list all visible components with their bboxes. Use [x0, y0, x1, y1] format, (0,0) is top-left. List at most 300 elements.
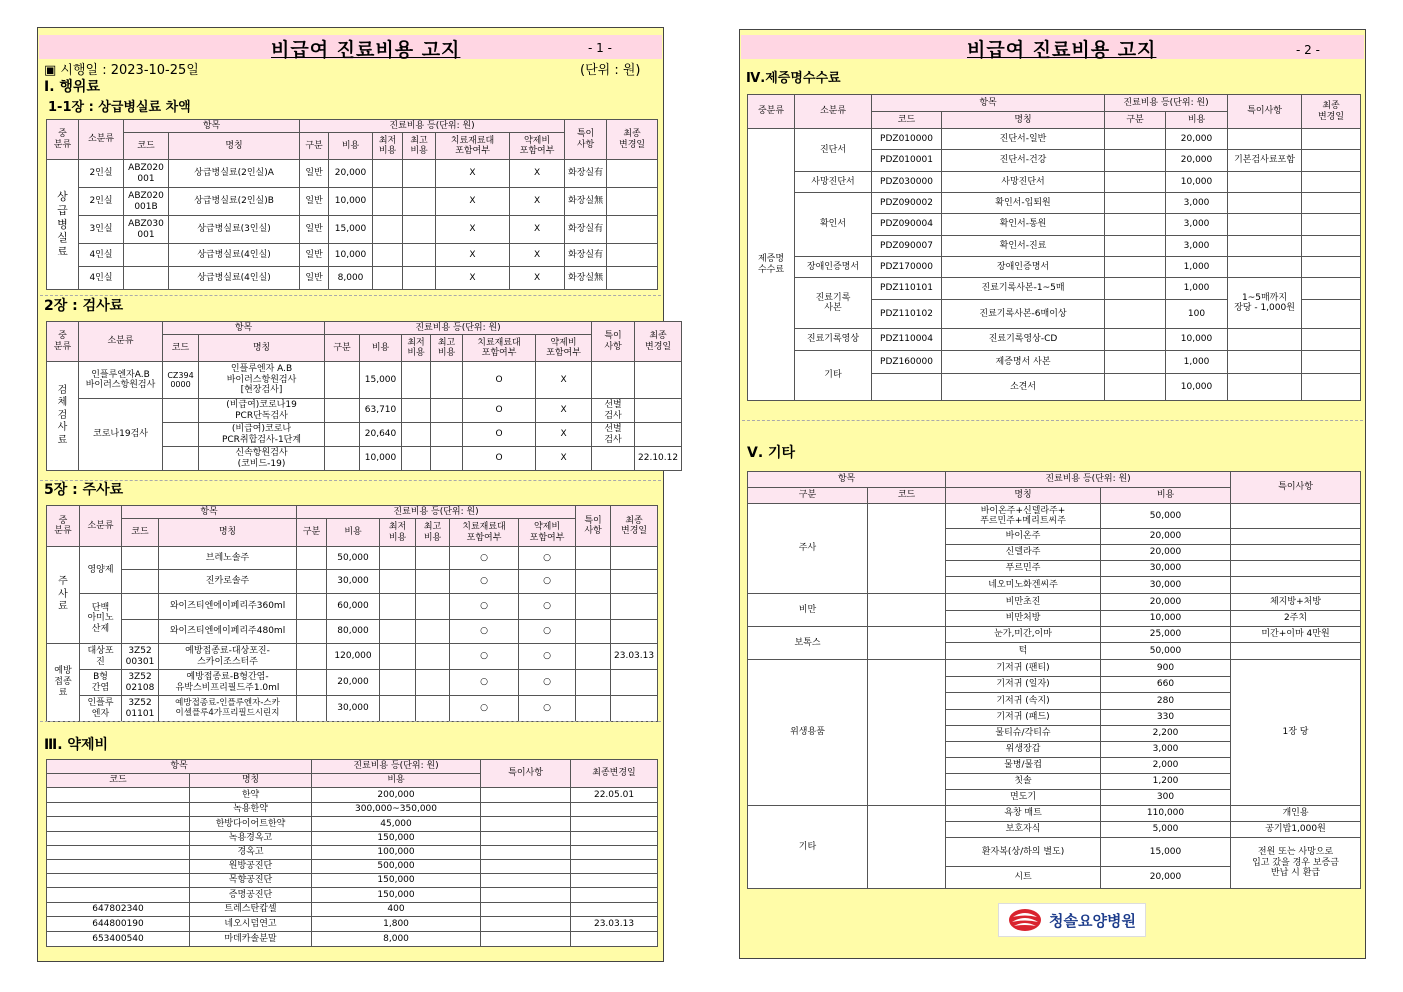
table-row [47, 670, 658, 696]
cell: PDZ010000 [872, 129, 942, 150]
header-cell: 특이사항 [481, 760, 571, 788]
cell: 3인실 [79, 216, 124, 244]
header-cell: 최고 비용 [403, 133, 436, 160]
cell [872, 374, 942, 401]
table-row [748, 278, 1361, 300]
medication-rows [47, 788, 658, 947]
cell [47, 832, 190, 846]
header-cell: 특이 사항 [592, 322, 635, 362]
cell: 45,000 [312, 817, 481, 832]
header-cell: 진료비용 등(단위: 원) [297, 506, 576, 519]
cell: 네오미노화겐씨주 [946, 577, 1101, 594]
cell [1228, 214, 1302, 236]
cell: 진단서 [795, 129, 872, 172]
page-title: 비급여 진료비용 고지 [967, 39, 1157, 61]
cell: 체지방+처방 [1231, 594, 1361, 611]
cell: 1,200 [1101, 774, 1231, 790]
cell: X [510, 160, 565, 188]
cell: ○ [519, 594, 576, 620]
header-cell: 진료비용 등(단위: 원) [312, 760, 481, 774]
medication-table [46, 759, 658, 947]
cell: 30,000 [327, 696, 380, 722]
cell: 예방접종료-인플루엔자-스카 이셀플루4가프리필드시린지 [159, 696, 297, 722]
cell [611, 670, 658, 696]
header-cell: 특이사항 [1228, 95, 1302, 129]
cell [481, 903, 571, 917]
header-cell: 비용 [1101, 488, 1231, 504]
cell: 22.05.01 [571, 788, 658, 803]
cell: 진료기록 사본 [795, 278, 872, 329]
cell: ○ [450, 620, 519, 644]
cell [122, 620, 159, 644]
cell [47, 846, 190, 860]
cell: 물티슈/각티슈 [946, 726, 1101, 742]
cell: 50,000 [1101, 504, 1231, 529]
cell: 20,640 [360, 423, 402, 447]
header-cell: 치료재료대 포함여부 [450, 519, 519, 547]
cell: 150,000 [312, 832, 481, 846]
header-cell: 소분류 [79, 120, 124, 160]
cell [1228, 172, 1302, 193]
table-row [47, 570, 658, 594]
header-cell: 최종 변경일 [1302, 95, 1361, 129]
cell: 3,000 [1166, 214, 1228, 236]
cell: 대상포 진 [80, 644, 122, 670]
other-fees-table [747, 471, 1361, 889]
cell: 화장실無 [565, 267, 607, 290]
cell: 예방접종료-B형간염- 유박스비프리필드주1.0ml [159, 670, 297, 696]
cell [122, 594, 159, 620]
header-cell: 약제비 포함여부 [519, 519, 576, 547]
injection-table [46, 505, 658, 722]
cell: 23.03.13 [571, 917, 658, 932]
header-cell: 코드 [47, 774, 190, 788]
header-cell: 중 분류 [47, 322, 79, 362]
cell [122, 547, 159, 570]
cell: 100 [1166, 300, 1228, 329]
cell [868, 594, 946, 627]
cell: 기저귀 (속지) [946, 693, 1101, 710]
cell: 바이온주 [946, 529, 1101, 545]
cell [571, 932, 658, 947]
table-row [748, 329, 1361, 351]
cell: 10,000 [329, 188, 373, 216]
cell: 1~5매까지 장당 - 1,000원 [1228, 278, 1302, 329]
cell: 20,000 [329, 160, 373, 188]
cell: ○ [450, 570, 519, 594]
cell: 확인서-통원 [942, 214, 1105, 236]
group-cell: 제증명 수수료 [748, 129, 795, 401]
table-row [47, 874, 658, 888]
cell: 2,200 [1101, 726, 1231, 742]
table-row [47, 803, 658, 817]
cell: 2인실 [79, 188, 124, 216]
cell: ○ [450, 594, 519, 620]
table-row [47, 160, 658, 188]
cell [481, 832, 571, 846]
header-cell: 코드 [124, 133, 169, 160]
cell: 4인실 [79, 267, 124, 290]
cell: PDZ010001 [872, 150, 942, 172]
cell: X [536, 447, 592, 471]
cell: 일반 [300, 160, 329, 188]
cell: 신속항원검사 (코비드-19) [199, 447, 325, 471]
table-row [47, 399, 682, 423]
cell: ○ [519, 670, 576, 696]
header-cell: 중 분류 [47, 120, 79, 160]
cell: 30,000 [1101, 561, 1231, 577]
header-cell: 최저 비용 [373, 133, 403, 160]
header-cell: 특이사항 [1231, 472, 1361, 504]
cell [635, 399, 682, 423]
header-cell: 진료비용 등(단위: 원) [300, 120, 565, 133]
cell: 진단서-건강 [942, 150, 1105, 172]
section-heading: Ⅴ. 기타 [747, 445, 796, 461]
cell: 15,000 [1101, 838, 1231, 867]
header-cell: 최종 변경일 [607, 120, 658, 160]
cell [1231, 529, 1361, 545]
cell [122, 570, 159, 594]
cell: 280 [1101, 693, 1231, 710]
cell [481, 874, 571, 888]
page-title: 비급여 진료비용 고지 [271, 39, 461, 61]
cell [1228, 129, 1302, 150]
cell: CZ394 0000 [163, 362, 199, 399]
cell [571, 860, 658, 874]
table-row [748, 129, 1361, 150]
cell: 눈가,미간,이마 [946, 627, 1101, 643]
cell: 장애인증명서 [795, 257, 872, 278]
table-row [47, 903, 658, 917]
cell [1231, 577, 1361, 594]
cell: 23.03.13 [611, 644, 658, 670]
cell [611, 570, 658, 594]
cell: 660 [1101, 677, 1231, 693]
cell: 화장실有 [565, 244, 607, 267]
cell: 기타 [795, 351, 872, 401]
cell: 30,000 [327, 570, 380, 594]
cell: 턱 [946, 643, 1101, 660]
cell: 푸르민주 [946, 561, 1101, 577]
cell [1231, 643, 1361, 660]
cell: B형 간염 [80, 670, 122, 696]
table-row [47, 788, 658, 803]
cell: 기타 [748, 806, 868, 889]
cell [124, 244, 169, 267]
cell: 30,000 [1101, 577, 1231, 594]
cell [868, 627, 946, 660]
table-row [47, 932, 658, 947]
header-cell: 최종변경일 [571, 760, 658, 788]
cell: 10,000 [1166, 172, 1228, 193]
cell [47, 788, 190, 803]
cell [124, 267, 169, 290]
cell: 22.10.12 [635, 447, 682, 471]
header-cell: 비용 [360, 335, 402, 362]
table-row [748, 172, 1361, 193]
cell [868, 660, 946, 806]
cell [868, 806, 946, 889]
cell [481, 932, 571, 947]
private-room-table [46, 119, 658, 290]
cell: 화장실有 [565, 216, 607, 244]
cell: 욕창 매트 [946, 806, 1101, 822]
cell: X [536, 362, 592, 399]
section-heading: Ⅳ.제증명수수료 [746, 71, 841, 86]
header-cell: 구분 [1105, 112, 1166, 129]
cell [163, 447, 199, 471]
header-cell: 치료재료대 포함여부 [463, 335, 536, 362]
table-row [748, 594, 1361, 611]
notice-page-1 [37, 27, 679, 962]
cell: (비급여)코로나19 PCR단독검사 [199, 399, 325, 423]
effective-date: ▣ 시행일 : 2023-10-25일 [44, 63, 199, 78]
cell [47, 888, 190, 903]
cell: ○ [519, 620, 576, 644]
section-heading: Ⅲ. 약제비 [44, 737, 108, 753]
header-cell: 명칭 [199, 335, 325, 362]
header-cell: 최고 비용 [431, 335, 463, 362]
header-cell: 코드 [122, 519, 159, 547]
cell: 선별 검사 [592, 399, 635, 423]
cell: 트레스탄캅셀 [190, 903, 312, 917]
cell: 1,000 [1166, 278, 1228, 300]
cell: 150,000 [312, 874, 481, 888]
cell: 15,000 [360, 362, 402, 399]
cell: 보호자식 [946, 822, 1101, 838]
cell: 10,000 [329, 244, 373, 267]
cell: 300,000~350,000 [312, 803, 481, 817]
cell: 마데카솔분말 [190, 932, 312, 947]
header-cell: 소분류 [80, 506, 122, 547]
cell: 8,000 [329, 267, 373, 290]
cell [592, 447, 635, 471]
cell: O [463, 362, 536, 399]
cell: 와이즈티엔에이페리주480ml [159, 620, 297, 644]
cell [163, 423, 199, 447]
page-number: - 1 - [588, 41, 612, 55]
cell: 상급병실료(4인실) [169, 267, 300, 290]
header-cell: 진료비용 등(단위: 원) [1105, 95, 1228, 112]
cell: X [436, 216, 510, 244]
cell: 비만 [748, 594, 868, 627]
group-cell: 상 급 병 실 료 [47, 160, 79, 290]
header-cell: 특이 사항 [565, 120, 607, 160]
header-cell: 구분 [748, 488, 868, 504]
header-cell: 소분류 [79, 322, 163, 362]
cell: 진카로솔주 [159, 570, 297, 594]
cell: 10,000 [360, 447, 402, 471]
cell: 50,000 [1101, 643, 1231, 660]
cell: 한약 [190, 788, 312, 803]
table-row [47, 917, 658, 932]
header-cell: 중 분류 [47, 506, 80, 547]
cell: 3Z52 00301 [122, 644, 159, 670]
cell [571, 888, 658, 903]
cell: 화장실無 [565, 188, 607, 216]
group-cell: 검 체 검 사 료 [47, 362, 79, 471]
section-heading: 5장 : 주사료 [44, 482, 124, 498]
cell: ○ [450, 644, 519, 670]
cell [592, 362, 635, 399]
cell: 기저귀 (일자) [946, 677, 1101, 693]
cell [481, 888, 571, 903]
header-cell: 특이 사항 [576, 506, 611, 547]
cell [1231, 504, 1361, 529]
cell [571, 832, 658, 846]
cell: X [436, 160, 510, 188]
cell: ○ [519, 644, 576, 670]
cell: 300 [1101, 790, 1231, 806]
cell: 보톡스 [748, 627, 868, 660]
page-number: - 2 - [1296, 43, 1320, 57]
table-row [47, 846, 658, 860]
header-cell: 코드 [163, 335, 199, 362]
cell [635, 362, 682, 399]
header-cell: 소분류 [795, 95, 872, 129]
cell: 20,000 [1101, 594, 1231, 611]
cell: 비만초진 [946, 594, 1101, 611]
cell: 사망진단서 [942, 172, 1105, 193]
cell: 위생용품 [748, 660, 868, 806]
cell [571, 817, 658, 832]
cell: 시트 [946, 867, 1101, 889]
cell: 653400540 [47, 932, 190, 947]
cell: 기본검사료포함 [1228, 150, 1302, 172]
section-heading: Ⅰ. 행위료 [44, 79, 100, 95]
table-row [748, 257, 1361, 278]
cell: X [510, 188, 565, 216]
cell: 3Z52 01101 [122, 696, 159, 722]
cell: 인플루엔자A.B 바이러스항원검사 [79, 362, 163, 399]
cell: 50,000 [327, 547, 380, 570]
cell: X [436, 188, 510, 216]
cell [571, 903, 658, 917]
cell [571, 874, 658, 888]
cell [571, 846, 658, 860]
cell: 브레노솔주 [159, 547, 297, 570]
lab-test-table [46, 321, 682, 471]
cell: ○ [450, 670, 519, 696]
cell: 60,000 [327, 594, 380, 620]
cell: 20,000 [1166, 150, 1228, 172]
cell: 한방다이어트한약 [190, 817, 312, 832]
cell: 644800190 [47, 917, 190, 932]
cell: 8,000 [312, 932, 481, 947]
cell: PDZ170000 [872, 257, 942, 278]
cell: 일반 [300, 244, 329, 267]
table-row [748, 193, 1361, 214]
header-cell: 구분 [325, 335, 360, 362]
cell [611, 547, 658, 570]
cell [481, 917, 571, 932]
cell: 상급병실료(3인실) [169, 216, 300, 244]
cell: 상급병실료(4인실) [169, 244, 300, 267]
cell: 진료기록영상-CD [942, 329, 1105, 351]
cell: 예방접종료-대상포진- 스카이조스터주 [159, 644, 297, 670]
cell: 상급병실료(2인실)B [169, 188, 300, 216]
cell: X [436, 267, 510, 290]
header-cell: 비용 [329, 133, 373, 160]
cell: 주사 [748, 504, 868, 594]
header-cell: 치료재료대 포함여부 [436, 133, 510, 160]
cell: ABZ020 001B [124, 188, 169, 216]
cell: ABZ030 001 [124, 216, 169, 244]
cell: 20,000 [1101, 545, 1231, 561]
cell: 4인실 [79, 244, 124, 267]
cell: (비급여)코로나 PCR취합검사-1단계 [199, 423, 325, 447]
cell: 진단서-일반 [942, 129, 1105, 150]
header-cell: 항목 [163, 322, 325, 335]
cell [611, 594, 658, 620]
header-cell: 최저 비용 [402, 335, 431, 362]
table-row [47, 860, 658, 874]
cell [481, 846, 571, 860]
divider [742, 420, 1363, 421]
cell: 10,000 [1101, 611, 1231, 627]
cell: 110,000 [1101, 806, 1231, 822]
cell: 칫솔 [946, 774, 1101, 790]
cell: X [510, 244, 565, 267]
table-row [47, 696, 658, 722]
header-cell: 최종 변경일 [611, 506, 658, 547]
section-heading: 2장 : 검사료 [44, 298, 124, 314]
header-cell: 최종 변경일 [635, 322, 682, 362]
cell: 2,000 [1101, 758, 1231, 774]
header-cell: 구분 [297, 519, 327, 547]
cell: 물병/물컵 [946, 758, 1101, 774]
header-cell: 코드 [868, 488, 946, 504]
cell: 인플루 엔자 [80, 696, 122, 722]
cell: 3,000 [1166, 236, 1228, 257]
cell: 10,000 [1166, 329, 1228, 351]
cell: 기저귀 (팬티) [946, 660, 1101, 677]
cell [47, 874, 190, 888]
cell: 화장실有 [565, 160, 607, 188]
cell [481, 788, 571, 803]
cell: 150,000 [312, 888, 481, 903]
header-cell: 명칭 [190, 774, 312, 788]
divider [40, 721, 661, 722]
cell: 공기밥1,000원 [1231, 822, 1361, 838]
cell: 20,000 [1101, 529, 1231, 545]
cell: ○ [450, 696, 519, 722]
group-cell: 주 사 료 [47, 547, 80, 644]
cell [1228, 193, 1302, 214]
cell: X [510, 267, 565, 290]
cell: PDZ160000 [872, 351, 942, 374]
cell: 2주치 [1231, 611, 1361, 627]
cell [635, 423, 682, 447]
cell: 녹용경옥고 [190, 832, 312, 846]
cell: 80,000 [327, 620, 380, 644]
cell: PDZ110101 [872, 278, 942, 300]
cell: ○ [450, 547, 519, 570]
header-cell: 비용 [312, 774, 481, 788]
table-row [47, 817, 658, 832]
header-cell: 약제비 포함여부 [510, 133, 565, 160]
cell: PDZ090007 [872, 236, 942, 257]
header-cell: 항목 [122, 506, 297, 519]
cell: 면도기 [946, 790, 1101, 806]
cell: 1,000 [1166, 351, 1228, 374]
header-cell: 최저 비용 [380, 519, 416, 547]
cell: 일반 [300, 267, 329, 290]
group-cell: 예방 접종 료 [47, 644, 80, 722]
header-cell: 명칭 [942, 112, 1105, 129]
cell: 소견서 [942, 374, 1105, 401]
cell: 확인서 [795, 193, 872, 257]
